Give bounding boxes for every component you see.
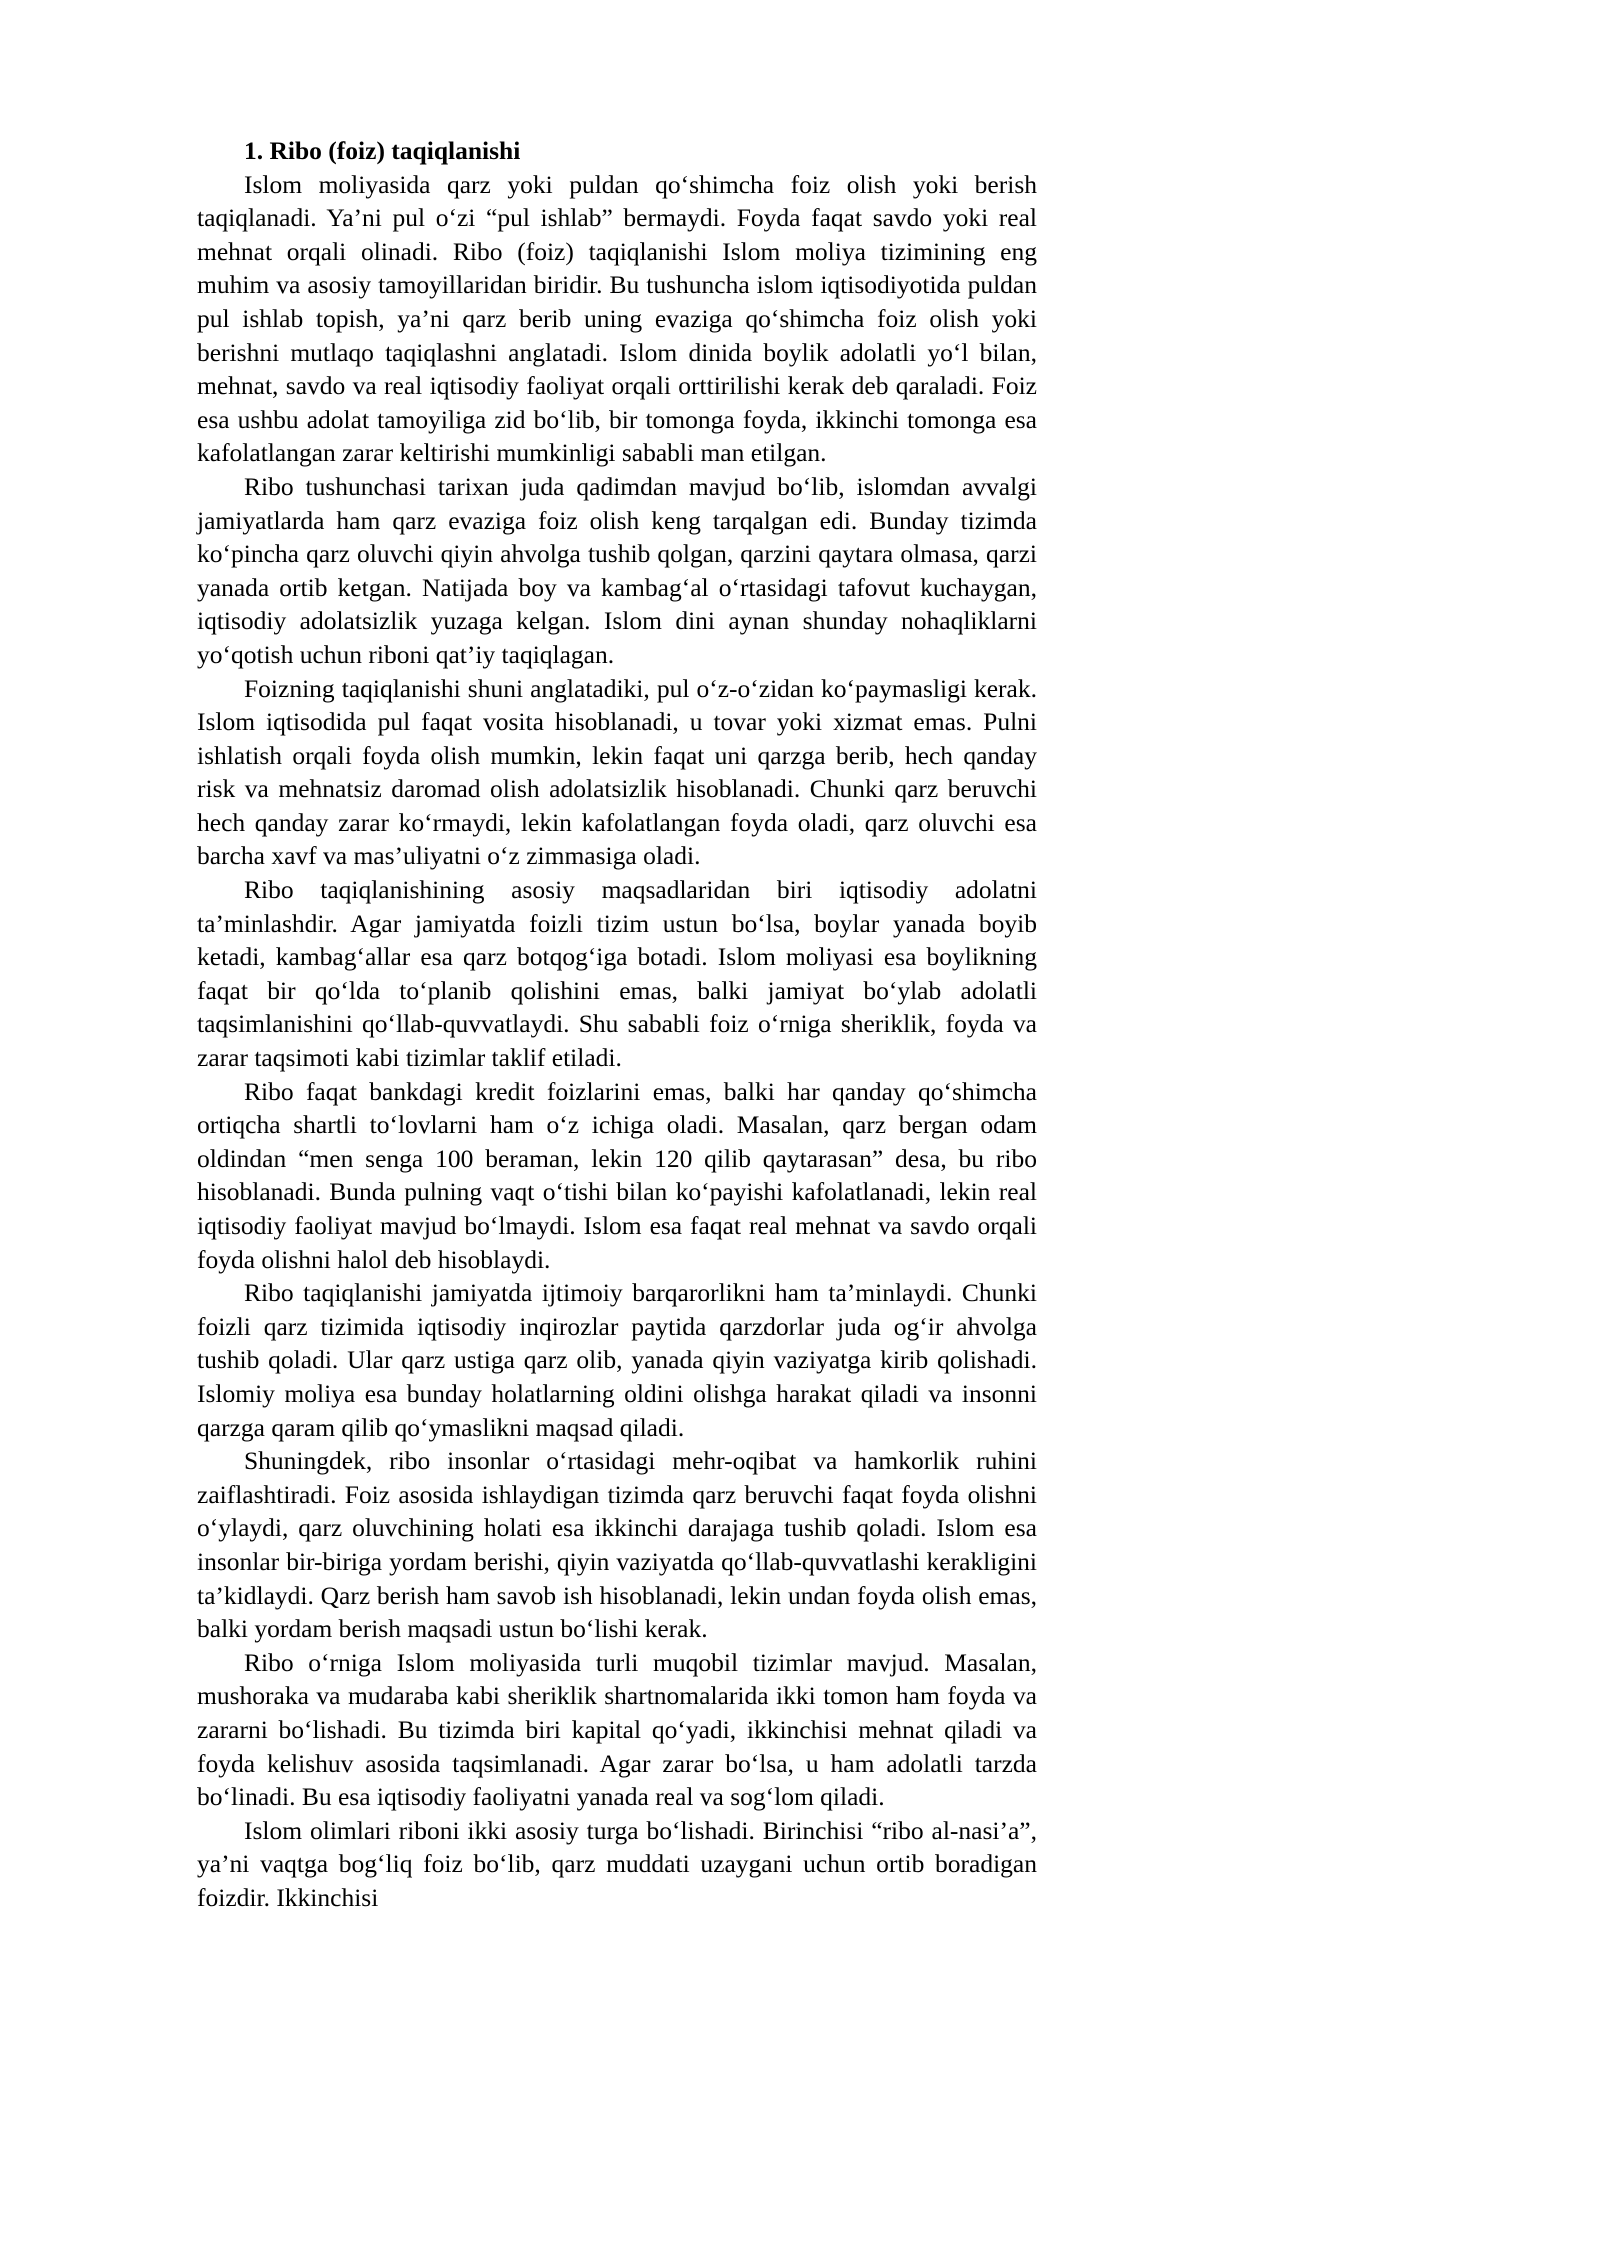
paragraph-5: Ribo faqat bankdagi kredit foizlarini emas, balki har qanday qo‘shimcha ortiqcha shartli to‘lovlarni ham o‘z ichiga oladi. Masalan, qarz bergan odam oldindan “men senga 100 beraman, lekin 120 qilib qaytarasan” desa, bu ribo hisoblanadi. Bunda pulning vaqt o‘tishi bilan ko‘payishi kafolatlanadi, lekin real iqtisodiy faoliyat mavjud bo‘lmaydi. Islom esa faqat real mehnat va savdo orqali foyda olishni halol deb hisoblaydi. [197,1076,1037,1274]
page-title: 1. Ribo (foiz) taqiqlanishi [244,136,521,165]
paragraph-7: Shuningdek, ribo insonlar o‘rtasidagi mehr-oqibat va hamkorlik ruhini zaiflashtiradi. Foiz asosida ishlaydigan tizimda qarz beruvchi faqat foyda olishni o‘ylaydi, qarz oluvchining holati esa ikkinchi darajaga tushib qoladi. Islom esa insonlar bir-biriga yordam berishi, qiyin vaziyatda qo‘llab-quvvatlashi kerakligini ta’kidlaydi. Qarz berish ham savob ish hisoblanadi, lekin undan foyda olish emas, balki yordam berish maqsadi ustun bo‘lishi kerak. [197,1446,1037,1644]
document-text-column [197,134,1037,1914]
paragraph-4: Ribo taqiqlanishining asosiy maqsadlaridan biri iqtisodiy adolatni ta’minlashdir. Agar jamiyatda foizli tizim ustun bo‘lsa, boylar yanada boyib ketadi, kambag‘allar esa qarz botqog‘iga botadi. Islom moliyasi esa boylikning faqat bir qo‘lda to‘planib qolishini emas, balki jamiyat bo‘ylab adolatli taqsimlanishini qo‘llab-quvvatlaydi. Shu sababli foiz o‘rniga sheriklik, foyda va zarar taqsimoti kabi tizimlar taklif etiladi. [197,875,1037,1073]
paragraph-3: Foizning taqiqlanishi shuni anglatadiki, pul o‘z-o‘zidan ko‘paymasligi kerak. Islom iqtisodida pul faqat vosita hisoblanadi, u tovar yoki xizmat emas. Pulni ishlatish orqali foyda olish mumkin, lekin faqat uni qarzga berib, hech qanday risk va mehnatsiz daromad olish adolatsizlik hisoblanadi. Chunki qarz beruvchi hech qanday zarar ko‘rmaydi, lekin kafolatlangan foyda oladi, qarz oluvchi esa barcha xavf va mas’uliyatni o‘z zimmasiga oladi. [197,673,1037,871]
paragraph-1: Islom moliyasida qarz yoki puldan qo‘shimcha foiz olish yoki berish taqiqlanadi. Ya’ni pul o‘zi “pul ishlab” bermaydi. Foyda faqat savdo yoki real mehnat orqali olinadi. Ribo (foiz) taqiqlanishi Islom moliya tizimining eng muhim va asosiy tamoyillaridan biridir. Bu tushuncha islom iqtisodiyotida puldan pul ishlab topish, ya’ni qarz berib uning evaziga qo‘shimcha foiz olish yoki berishni mutlaqo taqiqlashni anglatadi. Islom dinida boylik adolatli yo‘l bilan, mehnat, savdo va real iqtisodiy faoliyat orqali orttirilishi kerak deb qaraladi. Foiz esa ushbu adolat tamoyiliga zid bo‘lib, bir tomonga foyda, ikkinchi tomonga esa kafolatlangan zarar keltirishi mumkinligi sababli man etilgan. [197,169,1037,468]
paragraph-2: Ribo tushunchasi tarixan juda qadimdan mavjud bo‘lib, islomdan avvalgi jamiyatlarda ham qarz evaziga foiz olish keng tarqalgan edi. Bunday tizimda ko‘pincha qarz oluvchi qiyin ahvolga tushib qolgan, qarzini qaytara olmasa, qarzi yanada ortib ketgan. Natijada boy va kambag‘al o‘rtasidagi tafovut kuchaygan, iqtisodiy adolatsizlik yuzaga kelgan. Islom dini aynan shunday nohaqliklarni yo‘qotish uchun riboni qat’iy taqiqlagan. [197,471,1037,669]
paragraph-8: Ribo o‘rniga Islom moliyasida turli muqobil tizimlar mavjud. Masalan, mushoraka va mudaraba kabi sheriklik shartnomalarida ikki tomon ham foyda va zararni bo‘lishadi. Bu tizimda biri kapital qo‘yadi, ikkinchisi mehnat qiladi va foyda kelishuv asosida taqsimlanadi. Agar zarar bo‘lsa, u ham adolatli tarzda bo‘linadi. Bu esa iqtisodiy faoliyatni yanada real va sog‘lom qiladi. [197,1647,1037,1812]
paragraph-6: Ribo taqiqlanishi jamiyatda ijtimoiy barqarorlikni ham ta’minlaydi. Chunki foizli qarz tizimida iqtisodiy inqirozlar paytida qarzdorlar juda og‘ir ahvolga tushib qoladi. Ular qarz ustiga qarz olib, yanada qiyin vaziyatga kirib qolishadi. Islomiy moliya esa bunday holatlarning oldini olishga harakat qiladi va insonni qarzga qaram qilib qo‘ymaslikni maqsad qiladi. [197,1278,1037,1442]
paragraph-9: Islom olimlari riboni ikki asosiy turga bo‘lishadi. Birinchisi “ribo al-nasi’a”, ya’ni vaqtga bog‘liq foiz bo‘lib, qarz muddati uzaygani uchun ortib boradigan foizdir. Ikkinchisi [197,1815,1037,1912]
